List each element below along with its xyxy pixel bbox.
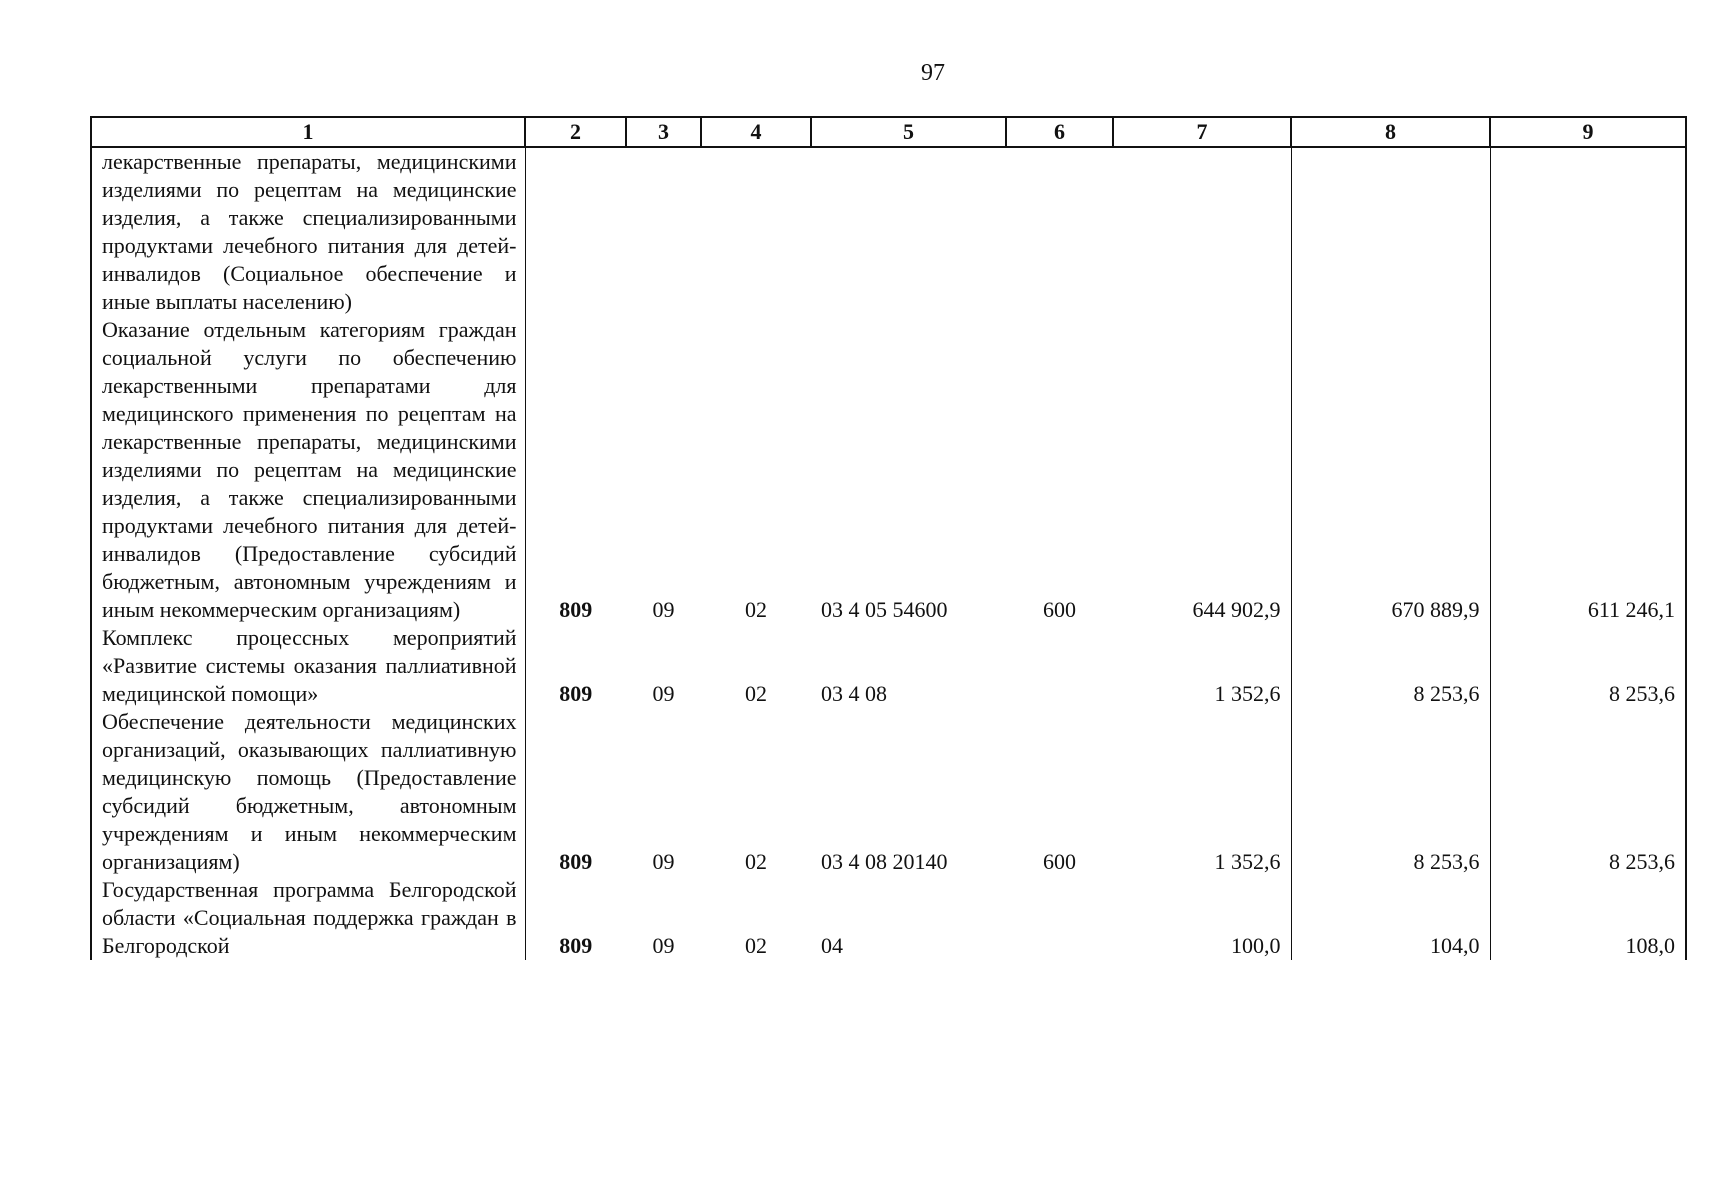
ministry-code: 809 (559, 681, 593, 706)
column-header-2: 2 (525, 117, 626, 147)
section-code: 09 (652, 681, 675, 706)
expense-type-code: 600 (1043, 849, 1076, 874)
amount-col-8: 670 889,9 (1291, 316, 1490, 624)
table-row (91, 147, 1686, 316)
amount-col-9: 8 253,6 (1490, 708, 1686, 876)
row-name: Обеспечение деятельности медицинских организаций, оказывающих паллиативную медицинскую помощь (Предоставление субсидий бюджетным, автономным учреждениям и иным некоммерческим организациям) (91, 708, 525, 876)
amount-col-9: 8 253,6 (1490, 624, 1686, 708)
row-name: Государственная программа Белгородской области «Социальная поддержка граждан в Белгородской (91, 876, 525, 960)
ministry-code: 809 (559, 597, 593, 622)
amount-col-7: 1 352,6 (1214, 849, 1281, 874)
row-name: Оказание отдельным категориям граждан социальной услуги по обеспечению лекарственными препаратами для медицинского применения по рецептам на лекарственные препараты, медицинскими изделиями по рецептам на медицинские изделия, а также специализированными продуктами лечебного питания для детей-инвалидов (Предоставление субсидий бюджетным, автономным учреждениям и иным некоммерческим организациям) (91, 316, 525, 624)
ministry-code: 809 (559, 849, 593, 874)
section-code: 09 (652, 849, 675, 874)
expense-type-code: 600 (1043, 597, 1076, 622)
subsection-code: 02 (745, 849, 767, 874)
column-header-3: 3 (626, 117, 701, 147)
budget-table (90, 116, 1687, 960)
column-header-9: 9 (1490, 117, 1686, 147)
table-row (91, 316, 1686, 624)
row-name: лекарственные препараты, медицинскими изделиями по рецептам на медицинские изделия, а также специализированными продуктами лечебного питания для детей-инвалидов (Социальное обеспечение и иные выплаты населению) (91, 147, 525, 316)
table-row (91, 624, 1686, 708)
target-article-code (811, 147, 1006, 316)
amount-col-7: 100,0 (1231, 933, 1281, 958)
subsection-code: 02 (745, 933, 767, 958)
amount-col-9 (1490, 147, 1686, 316)
column-header-6: 6 (1006, 117, 1113, 147)
amount-col-7: 1 352,6 (1214, 681, 1281, 706)
target-article-code: 03 4 08 20140 (821, 849, 948, 874)
column-header-5: 5 (811, 117, 1006, 147)
column-header-4: 4 (701, 117, 811, 147)
subsection-code: 02 (745, 597, 767, 622)
section-code: 09 (652, 933, 675, 958)
table-row (91, 876, 1686, 960)
amount-col-7: 644 902,9 (1192, 597, 1281, 622)
amount-col-9: 611 246,1 (1490, 316, 1686, 624)
amount-col-8: 8 253,6 (1291, 624, 1490, 708)
column-header-7: 7 (1113, 117, 1291, 147)
subsection-code (701, 147, 811, 316)
expense-type-code (1006, 147, 1113, 316)
expense-type-code (1006, 624, 1113, 708)
expense-type-code (1006, 876, 1113, 960)
section-code: 09 (652, 597, 675, 622)
target-article-code: 03 4 08 (821, 681, 887, 706)
target-article-code: 04 (821, 933, 843, 958)
target-article-code: 03 4 05 54600 (821, 597, 948, 622)
ministry-code (525, 147, 626, 316)
amount-col-7 (1113, 147, 1291, 316)
table-header-row (91, 117, 1686, 147)
amount-col-8: 104,0 (1291, 876, 1490, 960)
column-header-8: 8 (1291, 117, 1490, 147)
row-name: Комплекс процессных мероприятий «Развитие системы оказания паллиативной медицинской помощи» (91, 624, 525, 708)
table-row (91, 708, 1686, 876)
ministry-code: 809 (559, 933, 593, 958)
column-header-1: 1 (91, 117, 525, 147)
section-code (626, 147, 701, 316)
amount-col-9: 108,0 (1490, 876, 1686, 960)
amount-col-8 (1291, 147, 1490, 316)
subsection-code: 02 (745, 681, 767, 706)
page-number: 97 (921, 60, 945, 86)
amount-col-8: 8 253,6 (1291, 708, 1490, 876)
